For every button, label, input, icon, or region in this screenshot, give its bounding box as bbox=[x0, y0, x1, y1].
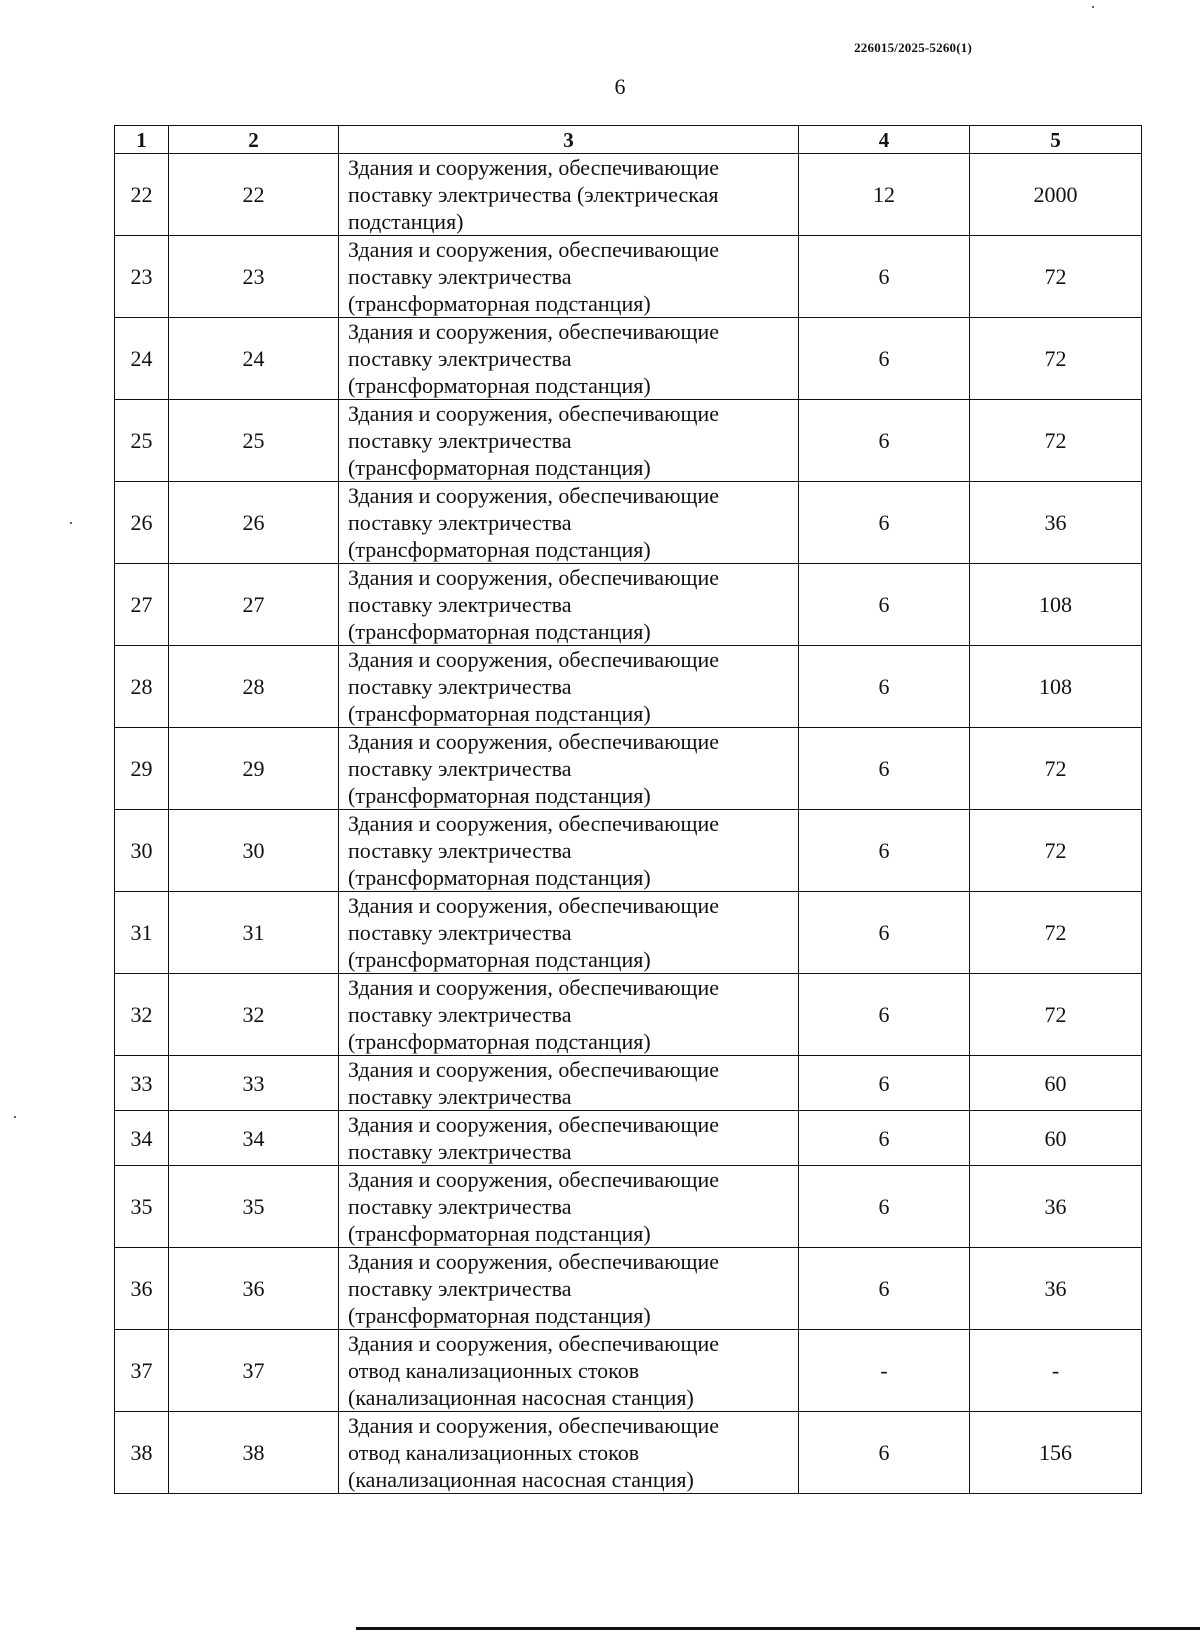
description-line: (трансформаторная подстанция) bbox=[348, 783, 651, 808]
column-5-value-cell: 36 bbox=[970, 1248, 1142, 1330]
description-line: поставку электричества bbox=[348, 346, 572, 371]
column-5-value-cell: 72 bbox=[970, 728, 1142, 810]
row-number-cell: 24 bbox=[115, 318, 169, 400]
object-number-cell: 27 bbox=[169, 564, 339, 646]
description-line: поставку электричества bbox=[348, 756, 572, 781]
row-number-cell: 31 bbox=[115, 892, 169, 974]
description-line: Здания и сооружения, обеспечивающие bbox=[348, 401, 719, 426]
row-number-cell: 25 bbox=[115, 400, 169, 482]
row-number-cell: 23 bbox=[115, 236, 169, 318]
object-description-cell bbox=[339, 482, 799, 564]
object-number-cell: 28 bbox=[169, 646, 339, 728]
object-number-cell: 23 bbox=[169, 236, 339, 318]
table-row bbox=[115, 564, 1142, 646]
description-line: Здания и сооружения, обеспечивающие bbox=[348, 893, 719, 918]
row-number-cell: 33 bbox=[115, 1056, 169, 1111]
description-line: Здания и сооружения, обеспечивающие bbox=[348, 565, 719, 590]
description-line: поставку электричества bbox=[348, 1084, 572, 1109]
column-4-value-cell: 6 bbox=[799, 974, 970, 1056]
description-line: отвод канализационных стоков bbox=[348, 1440, 640, 1465]
table-row bbox=[115, 154, 1142, 236]
column-4-value-cell: 12 bbox=[799, 154, 970, 236]
object-number-cell: 30 bbox=[169, 810, 339, 892]
object-number-cell: 32 bbox=[169, 974, 339, 1056]
object-number-cell: 24 bbox=[169, 318, 339, 400]
description-line: Здания и сооружения, обеспечивающие bbox=[348, 1331, 719, 1356]
column-4-value-cell: 6 bbox=[799, 1056, 970, 1111]
description-line: подстанция) bbox=[348, 209, 464, 234]
object-number-cell: 31 bbox=[169, 892, 339, 974]
description-line: поставку электричества bbox=[348, 264, 572, 289]
column-4-value-cell: 6 bbox=[799, 810, 970, 892]
column-5-value-cell: 36 bbox=[970, 482, 1142, 564]
row-number-cell: 35 bbox=[115, 1166, 169, 1248]
column-5-value-cell: 60 bbox=[970, 1056, 1142, 1111]
table-body bbox=[115, 154, 1142, 1494]
column-5-value-cell: 72 bbox=[970, 236, 1142, 318]
column-header-5: 5 bbox=[970, 126, 1142, 154]
row-number-cell: 37 bbox=[115, 1330, 169, 1412]
description-line: Здания и сооружения, обеспечивающие bbox=[348, 1167, 719, 1192]
column-4-value-cell: 6 bbox=[799, 1412, 970, 1494]
column-header-4: 4 bbox=[799, 126, 970, 154]
description-line: Здания и сооружения, обеспечивающие bbox=[348, 811, 719, 836]
object-description-cell bbox=[339, 974, 799, 1056]
table-row bbox=[115, 1330, 1142, 1412]
description-line: Здания и сооружения, обеспечивающие bbox=[348, 975, 719, 1000]
object-number-cell: 35 bbox=[169, 1166, 339, 1248]
object-description-cell bbox=[339, 1166, 799, 1248]
column-4-value-cell: 6 bbox=[799, 892, 970, 974]
description-line: поставку электричества bbox=[348, 1002, 572, 1027]
description-line: Здания и сооружения, обеспечивающие bbox=[348, 1057, 719, 1082]
object-description-cell bbox=[339, 810, 799, 892]
description-line: поставку электричества (электрическая bbox=[348, 182, 719, 207]
description-line: Здания и сооружения, обеспечивающие bbox=[348, 1249, 719, 1274]
column-header-2: 2 bbox=[169, 126, 339, 154]
column-5-value-cell: 108 bbox=[970, 564, 1142, 646]
description-line: (трансформаторная подстанция) bbox=[348, 1303, 651, 1328]
object-description-cell bbox=[339, 892, 799, 974]
scan-speck bbox=[14, 1116, 16, 1118]
row-number-cell: 32 bbox=[115, 974, 169, 1056]
object-number-cell: 37 bbox=[169, 1330, 339, 1412]
description-line: (трансформаторная подстанция) bbox=[348, 455, 651, 480]
table-row bbox=[115, 728, 1142, 810]
object-number-cell: 26 bbox=[169, 482, 339, 564]
column-5-value-cell: - bbox=[970, 1330, 1142, 1412]
object-description-cell bbox=[339, 728, 799, 810]
column-4-value-cell: 6 bbox=[799, 646, 970, 728]
description-line: Здания и сооружения, обеспечивающие bbox=[348, 1112, 719, 1137]
description-line: поставку электричества bbox=[348, 510, 572, 535]
table-row bbox=[115, 1111, 1142, 1166]
table-row bbox=[115, 1166, 1142, 1248]
description-line: (трансформаторная подстанция) bbox=[348, 701, 651, 726]
object-number-cell: 29 bbox=[169, 728, 339, 810]
column-4-value-cell: 6 bbox=[799, 1166, 970, 1248]
column-5-value-cell: 72 bbox=[970, 892, 1142, 974]
column-5-value-cell: 2000 bbox=[970, 154, 1142, 236]
column-5-value-cell: 156 bbox=[970, 1412, 1142, 1494]
description-line: поставку электричества bbox=[348, 674, 572, 699]
table-header-row bbox=[115, 126, 1142, 154]
object-description-cell bbox=[339, 318, 799, 400]
description-line: Здания и сооружения, обеспечивающие bbox=[348, 1413, 719, 1438]
description-line: поставку электричества bbox=[348, 592, 572, 617]
table-row bbox=[115, 646, 1142, 728]
object-description-cell bbox=[339, 236, 799, 318]
description-line: (трансформаторная подстанция) bbox=[348, 865, 651, 890]
row-number-cell: 36 bbox=[115, 1248, 169, 1330]
column-5-value-cell: 72 bbox=[970, 318, 1142, 400]
row-number-cell: 26 bbox=[115, 482, 169, 564]
object-description-cell bbox=[339, 154, 799, 236]
column-4-value-cell: 6 bbox=[799, 1248, 970, 1330]
table-row bbox=[115, 1412, 1142, 1494]
object-description-cell bbox=[339, 1111, 799, 1166]
description-line: (канализационная насосная станция) bbox=[348, 1385, 694, 1410]
object-description-cell bbox=[339, 1248, 799, 1330]
row-number-cell: 22 bbox=[115, 154, 169, 236]
table-row bbox=[115, 482, 1142, 564]
object-number-cell: 22 bbox=[169, 154, 339, 236]
object-description-cell bbox=[339, 1412, 799, 1494]
description-line: поставку электричества bbox=[348, 838, 572, 863]
scan-speck bbox=[1092, 6, 1094, 8]
column-4-value-cell: 6 bbox=[799, 482, 970, 564]
column-5-value-cell: 72 bbox=[970, 974, 1142, 1056]
description-line: (трансформаторная подстанция) bbox=[348, 373, 651, 398]
description-line: (трансформаторная подстанция) bbox=[348, 291, 651, 316]
page-number: 6 bbox=[614, 74, 626, 99]
description-line: отвод канализационных стоков bbox=[348, 1358, 640, 1383]
column-5-value-cell: 36 bbox=[970, 1166, 1142, 1248]
object-description-cell bbox=[339, 400, 799, 482]
object-description-cell bbox=[339, 646, 799, 728]
object-description-cell bbox=[339, 1056, 799, 1111]
column-4-value-cell: 6 bbox=[799, 1111, 970, 1166]
page-bottom-rule bbox=[356, 1627, 1200, 1630]
description-line: Здания и сооружения, обеспечивающие bbox=[348, 319, 719, 344]
scan-speck bbox=[70, 522, 72, 524]
description-line: (трансформаторная подстанция) bbox=[348, 619, 651, 644]
row-number-cell: 30 bbox=[115, 810, 169, 892]
description-line: Здания и сооружения, обеспечивающие bbox=[348, 483, 719, 508]
column-5-value-cell: 60 bbox=[970, 1111, 1142, 1166]
object-number-cell: 34 bbox=[169, 1111, 339, 1166]
description-line: (трансформаторная подстанция) bbox=[348, 1029, 651, 1054]
column-4-value-cell: 6 bbox=[799, 728, 970, 810]
facilities-table bbox=[114, 125, 1142, 1494]
column-4-value-cell: 6 bbox=[799, 236, 970, 318]
description-line: поставку электричества bbox=[348, 428, 572, 453]
object-number-cell: 33 bbox=[169, 1056, 339, 1111]
column-header-1: 1 bbox=[115, 126, 169, 154]
row-number-cell: 27 bbox=[115, 564, 169, 646]
column-4-value-cell: 6 bbox=[799, 318, 970, 400]
row-number-cell: 38 bbox=[115, 1412, 169, 1494]
table-row bbox=[115, 400, 1142, 482]
description-line: (трансформаторная подстанция) bbox=[348, 537, 651, 562]
object-number-cell: 38 bbox=[169, 1412, 339, 1494]
column-4-value-cell: - bbox=[799, 1330, 970, 1412]
column-4-value-cell: 6 bbox=[799, 564, 970, 646]
row-number-cell: 29 bbox=[115, 728, 169, 810]
column-5-value-cell: 72 bbox=[970, 810, 1142, 892]
table-row bbox=[115, 892, 1142, 974]
table-row bbox=[115, 318, 1142, 400]
description-line: (трансформаторная подстанция) bbox=[348, 947, 651, 972]
row-number-cell: 28 bbox=[115, 646, 169, 728]
table-row bbox=[115, 1056, 1142, 1111]
table-row bbox=[115, 810, 1142, 892]
description-line: Здания и сооружения, обеспечивающие bbox=[348, 155, 719, 180]
description-line: поставку электричества bbox=[348, 920, 572, 945]
column-5-value-cell: 108 bbox=[970, 646, 1142, 728]
description-line: (трансформаторная подстанция) bbox=[348, 1221, 651, 1246]
table-row bbox=[115, 236, 1142, 318]
column-4-value-cell: 6 bbox=[799, 400, 970, 482]
description-line: поставку электричества bbox=[348, 1276, 572, 1301]
column-header-3: 3 bbox=[339, 126, 799, 154]
row-number-cell: 34 bbox=[115, 1111, 169, 1166]
object-number-cell: 25 bbox=[169, 400, 339, 482]
object-description-cell bbox=[339, 1330, 799, 1412]
object-number-cell: 36 bbox=[169, 1248, 339, 1330]
description-line: поставку электричества bbox=[348, 1194, 572, 1219]
description-line: Здания и сооружения, обеспечивающие bbox=[348, 729, 719, 754]
description-line: Здания и сооружения, обеспечивающие bbox=[348, 647, 719, 672]
table-row bbox=[115, 1248, 1142, 1330]
document-registration-number: 226015/2025-5260(1) bbox=[854, 40, 972, 55]
column-5-value-cell: 72 bbox=[970, 400, 1142, 482]
description-line: Здания и сооружения, обеспечивающие bbox=[348, 237, 719, 262]
description-line: (канализационная насосная станция) bbox=[348, 1467, 694, 1492]
object-description-cell bbox=[339, 564, 799, 646]
description-line: поставку электричества bbox=[348, 1139, 572, 1164]
table-row bbox=[115, 974, 1142, 1056]
